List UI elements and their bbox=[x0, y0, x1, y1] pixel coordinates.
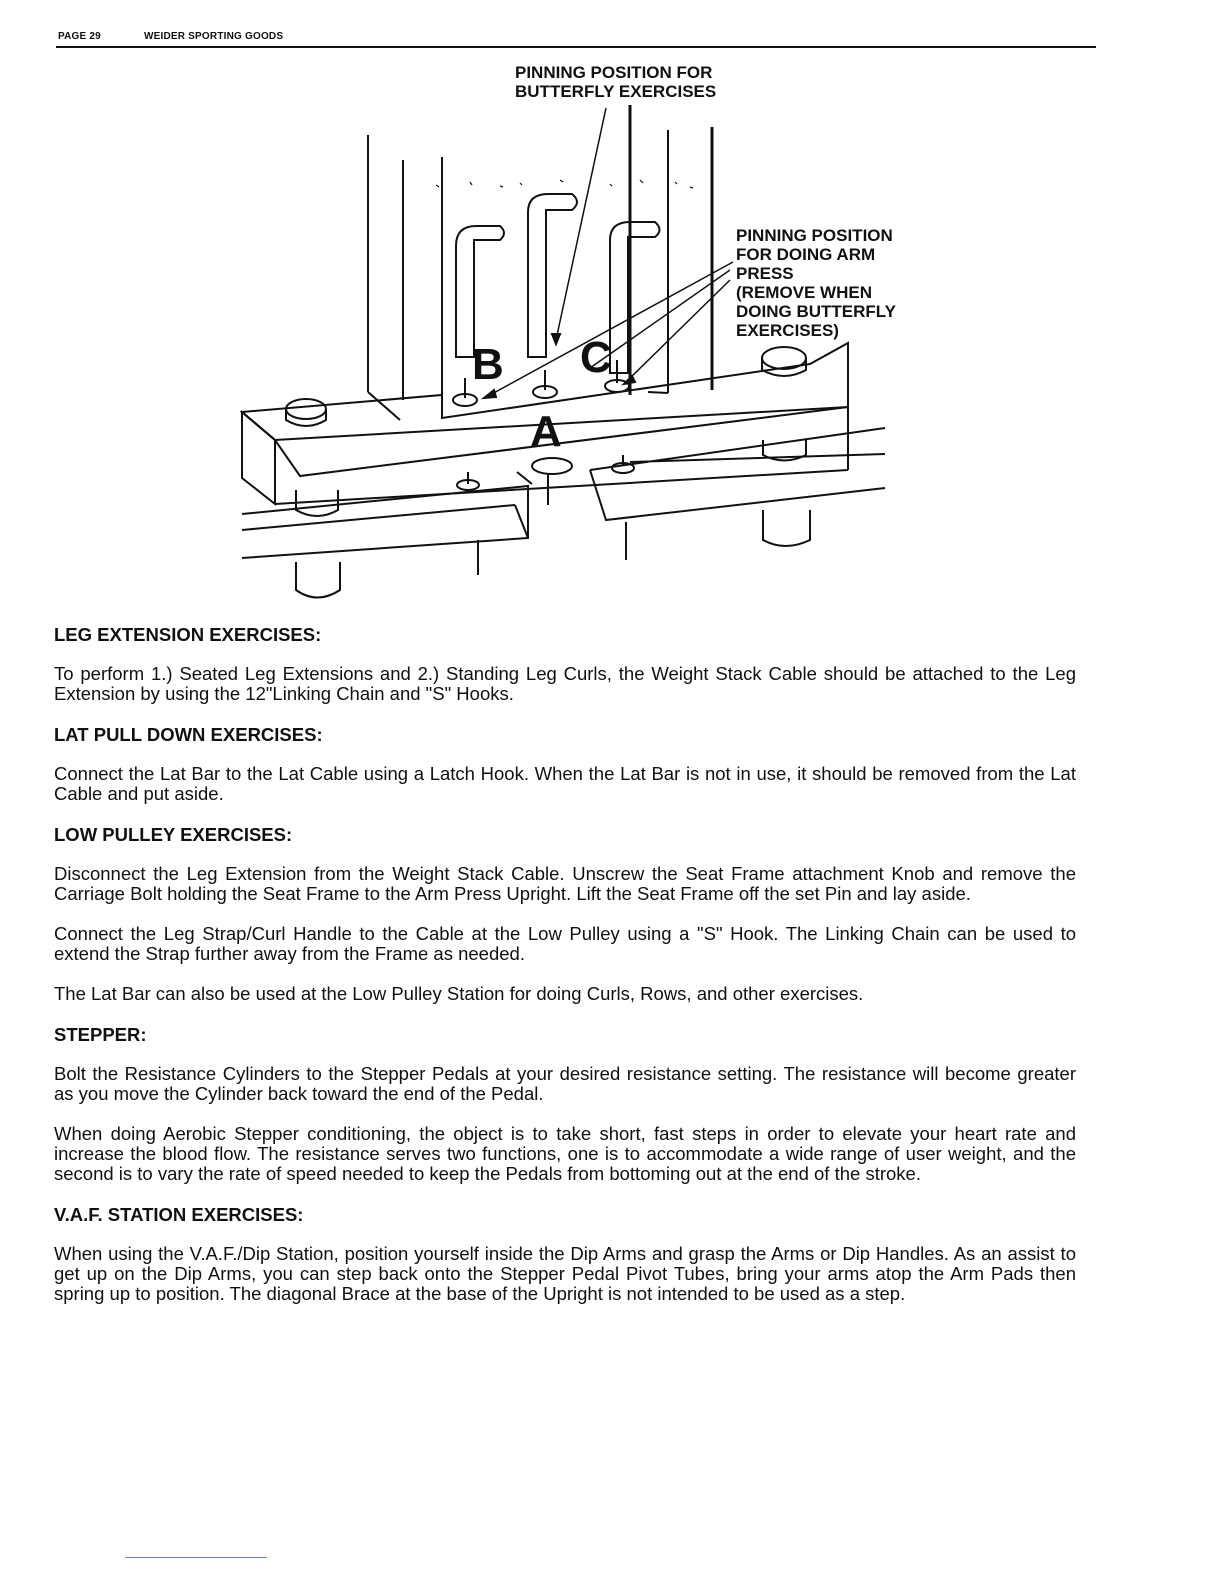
footer-line bbox=[125, 1557, 267, 1558]
foot bbox=[296, 562, 340, 598]
section-paragraph: To perform 1.) Seated Leg Extensions and 2.) Standing Leg Curls, the Weight Stack Cable should be attached to the Leg Extension by using the 12"Linking Chain and "S" Hooks. bbox=[54, 663, 1076, 704]
low-pulley-section bbox=[52, 824, 1076, 1004]
foot bbox=[763, 510, 810, 546]
instructions bbox=[52, 624, 1076, 1324]
section-paragraph: When using the V.A.F./Dip Station, position yourself inside the Dip Arms and grasp the Arms or Dip Handles. As an assist to get up on the Dip Arms, you can step back onto the Stepper Pedal Pivot Tubes, bring your arms atop the Arm Pads then spring up to position. The diagonal Brace at the base of the Upright is not intended to be used as a step. bbox=[54, 1243, 1076, 1304]
leg-extension-section bbox=[52, 624, 1076, 704]
arrowhead bbox=[484, 390, 496, 398]
pin-b bbox=[456, 226, 504, 357]
label-c: C bbox=[580, 333, 612, 382]
section-heading: STEPPER: bbox=[54, 1024, 147, 1045]
upright-line bbox=[648, 392, 668, 393]
callout-arm-press: PINNING POSITION FOR DOING ARM PRESS (REMOVE WHEN DOING BUTTERFLY EXERCISES) bbox=[736, 226, 896, 340]
pinning-diagram bbox=[230, 60, 930, 610]
knob bbox=[286, 399, 326, 419]
stepper-section bbox=[52, 1024, 1076, 1184]
pin-c bbox=[610, 222, 660, 373]
section-paragraph: Bolt the Resistance Cylinders to the Stepper Pedals at your desired resistance setting. The resistance will become greater as you move the Cylinder back toward the end of the Pedal. bbox=[54, 1063, 1076, 1104]
speckle bbox=[436, 180, 693, 188]
section-heading: LAT PULL DOWN EXERCISES: bbox=[54, 724, 323, 745]
section-paragraph: When doing Aerobic Stepper conditioning, the object is to take short, fast steps in order to elevate your heart rate and increase the blood flow. The resistance serves two functions, one is to accommodate a wide range of user weight, and the second is to vary the rate of speed needed to keep the Pedals from bottoming out at the end of the stroke. bbox=[54, 1123, 1076, 1184]
vaf-station-section bbox=[52, 1204, 1076, 1304]
knob bbox=[762, 347, 806, 369]
upright-line bbox=[368, 392, 400, 420]
section-paragraph: Connect the Leg Strap/Curl Handle to the Cable at the Low Pulley using a "S" Hook. The Linking Chain can be used to extend the Strap further away from the Frame as needed. bbox=[54, 923, 1076, 964]
butterfly-leader bbox=[556, 108, 606, 340]
pulley bbox=[532, 458, 572, 474]
lat-pull-down-section bbox=[52, 724, 1076, 804]
header-rule bbox=[56, 46, 1096, 48]
knob bbox=[286, 409, 326, 426]
page-number: PAGE 29 bbox=[58, 31, 101, 42]
page-header bbox=[58, 31, 283, 42]
lower-rail bbox=[515, 472, 532, 538]
section-heading: LOW PULLEY EXERCISES: bbox=[54, 824, 293, 845]
arrowhead bbox=[552, 334, 560, 344]
label-b: B bbox=[472, 340, 504, 389]
lower-rail bbox=[590, 428, 885, 520]
arrowhead bbox=[624, 376, 635, 384]
section-paragraph: Disconnect the Leg Extension from the Weight Stack Cable. Unscrew the Seat Frame attachment Knob and remove the Carriage Bolt holding the Seat Frame to the Arm Press Upright. Lift the Seat Frame off the set Pin and lay aside. bbox=[54, 863, 1076, 904]
section-heading: V.A.F. STATION EXERCISES: bbox=[54, 1204, 304, 1225]
callout-butterfly: PINNING POSITION FOR BUTTERFLY EXERCISES bbox=[515, 63, 717, 101]
label-a: A bbox=[530, 407, 562, 456]
section-heading: LEG EXTENSION EXERCISES: bbox=[54, 624, 322, 645]
section-paragraph: The Lat Bar can also be used at the Low Pulley Station for doing Curls, Rows, and other exercises. bbox=[54, 983, 864, 1004]
block-edge bbox=[242, 412, 275, 440]
company-name: WEIDER SPORTING GOODS bbox=[144, 31, 284, 42]
section-paragraph: Connect the Lat Bar to the Lat Cable using a Latch Hook. When the Lat Bar is not in use, it should be removed from the Lat Cable and put aside. bbox=[54, 763, 1076, 804]
